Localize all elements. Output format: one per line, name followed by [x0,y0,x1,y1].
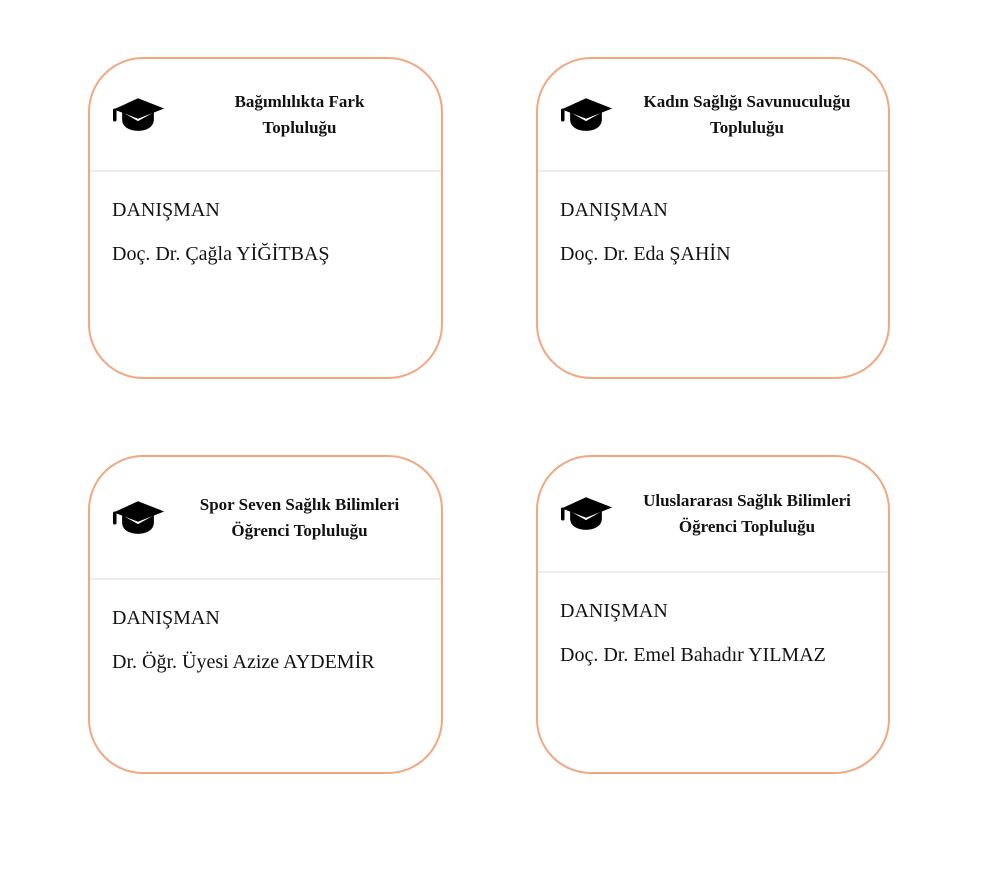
card-body [538,172,888,266]
advisor-label: DANIŞMAN [560,199,668,221]
advisor-name: Doç. Dr. Emel Bahadır YILMAZ [560,644,826,666]
advisor-label: DANIŞMAN [112,607,220,629]
graduation-cap-icon [110,499,166,537]
community-title-line2: Topluluğu [262,117,337,137]
community-card-spor-seven [88,455,443,774]
community-title [614,89,888,141]
community-card-uluslararasi [536,455,890,774]
card-body [90,172,441,266]
card-header [90,457,441,580]
community-title [166,89,441,141]
graduation-cap-icon [110,96,166,134]
card-header [538,59,888,172]
community-title-line2: Öğrenci Topluluğu [678,517,816,536]
community-title [614,488,888,540]
card-body [538,573,888,667]
community-title-line1: Uluslararası Sağlık Bilimleri [643,491,851,510]
community-card-kadin-sagligi [536,57,890,379]
community-title-line2: Öğrenci Topluluğu [231,520,368,540]
card-body [90,580,441,674]
community-title [166,492,441,544]
community-title-line1: Spor Seven Sağlık Bilimleri [199,494,400,514]
community-card-bagimlilikta-fark [88,57,443,379]
card-header [538,457,888,573]
advisor-name: Doç. Dr. Eda ŞAHİN [560,243,731,265]
community-title-line1: Kadın Sağlığı Savunuculuğu [643,91,851,111]
advisor-label: DANIŞMAN [112,199,220,221]
advisor-name: Dr. Öğr. Üyesi Azize AYDEMİR [112,651,375,673]
community-title-line1: Bağımlılıkta Fark [234,91,365,111]
advisor-name: Doç. Dr. Çağla YİĞİTBAŞ [112,243,330,265]
graduation-cap-icon [558,495,614,533]
graduation-cap-icon [558,96,614,134]
community-title-line2: Topluluğu [709,117,785,137]
card-header [90,59,441,172]
advisor-label: DANIŞMAN [560,600,668,622]
